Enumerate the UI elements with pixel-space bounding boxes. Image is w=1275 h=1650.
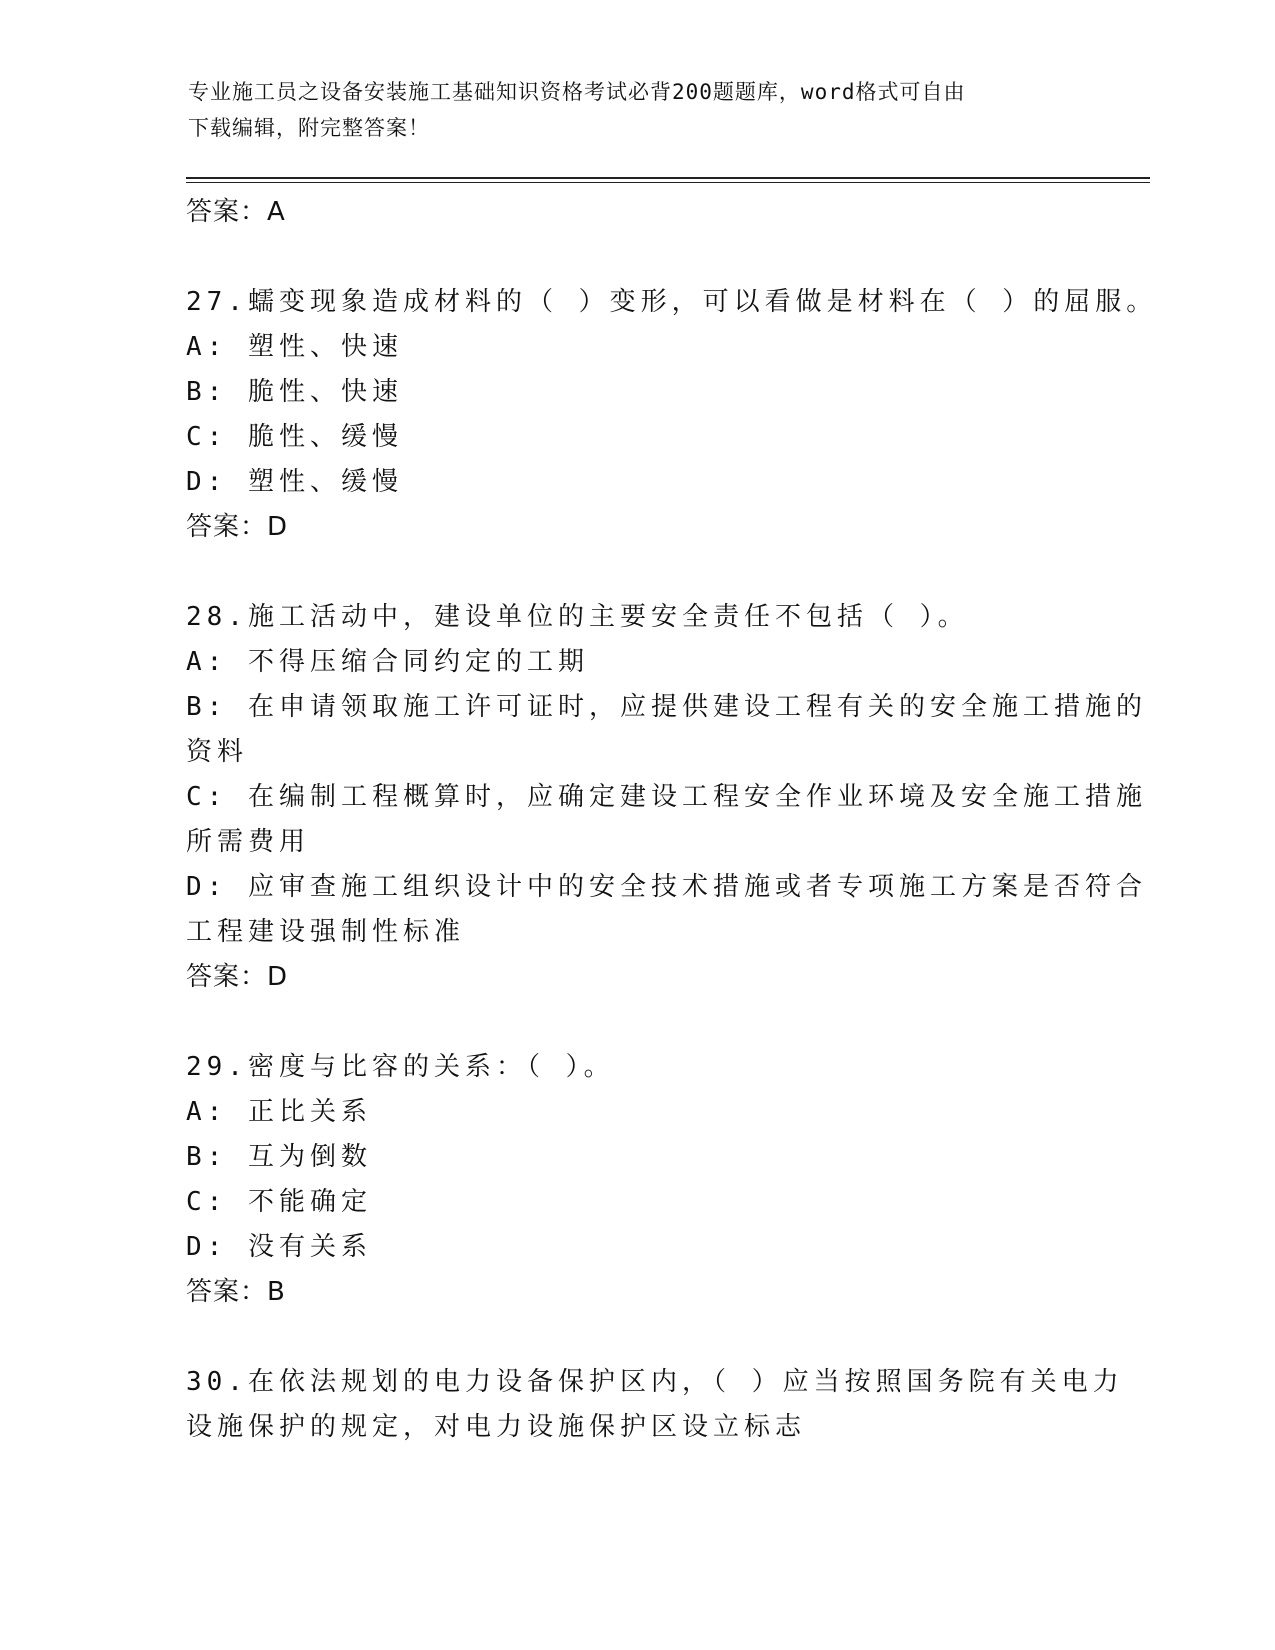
answer-27: 答案：D — [186, 512, 289, 542]
question-stem: 28.施工活动中，建设单位的主要安全责任不包括（ ）。 — [186, 602, 969, 632]
option-a: A: 正比关系 — [186, 1097, 372, 1127]
option-a: A: 不得压缩合同约定的工期 — [186, 647, 589, 677]
answer-26: 答案：A — [186, 197, 286, 227]
question-29 — [186, 1045, 1086, 1315]
spacer — [186, 1000, 1086, 1045]
question-stem-continued: 设施保护的规定，对电力设施保护区设立标志 — [186, 1412, 807, 1442]
document-header — [188, 74, 1068, 146]
option-b: B: 在申请领取施工许可证时，应提供建设工程有关的安全施工措施的 — [186, 692, 1147, 722]
option-b-continued: 资料 — [186, 737, 249, 767]
option-b: B: 脆性、快速 — [186, 377, 403, 407]
question-stem: 29.密度与比容的关系：（ ）。 — [186, 1052, 615, 1082]
option-d: D: 塑性、缓慢 — [186, 467, 403, 497]
option-d: D: 应审查施工组织设计中的安全技术措施或者专项施工方案是否符合 — [186, 872, 1147, 902]
option-d: D: 没有关系 — [186, 1232, 372, 1262]
header-line-1: 专业施工员之设备安装施工基础知识资格考试必背200题题库，word格式可自由 — [188, 80, 966, 104]
spacer — [186, 1315, 1086, 1360]
option-d-continued: 工程建设强制性标准 — [186, 917, 466, 947]
question-27 — [186, 280, 1158, 550]
question-28 — [186, 595, 1147, 1000]
option-c-continued: 所需费用 — [186, 827, 311, 857]
header-line-2: 下载编辑，附完整答案！ — [188, 116, 430, 140]
option-c: C: 脆性、缓慢 — [186, 422, 403, 452]
header-divider — [186, 177, 1150, 179]
option-a: A: 塑性、快速 — [186, 332, 403, 362]
spacer — [186, 550, 1086, 595]
option-b: B: 互为倒数 — [186, 1142, 372, 1172]
question-stem: 30.在依法规划的电力设备保护区内，（ ）应当按照国务院有关电力 — [186, 1367, 1124, 1397]
option-c: C: 不能确定 — [186, 1187, 372, 1217]
question-30 — [186, 1360, 1124, 1450]
answer-29: 答案：B — [186, 1277, 286, 1307]
option-c: C: 在编制工程概算时，应确定建设工程安全作业环境及安全施工措施 — [186, 782, 1147, 812]
answer-28: 答案：D — [186, 962, 289, 992]
header-divider-thin — [186, 182, 1150, 183]
question-content — [186, 190, 1158, 1450]
spacer — [186, 235, 1086, 280]
question-stem: 27.蠕变现象造成材料的（ ）变形，可以看做是材料在（ ）的屈服。 — [186, 287, 1158, 317]
